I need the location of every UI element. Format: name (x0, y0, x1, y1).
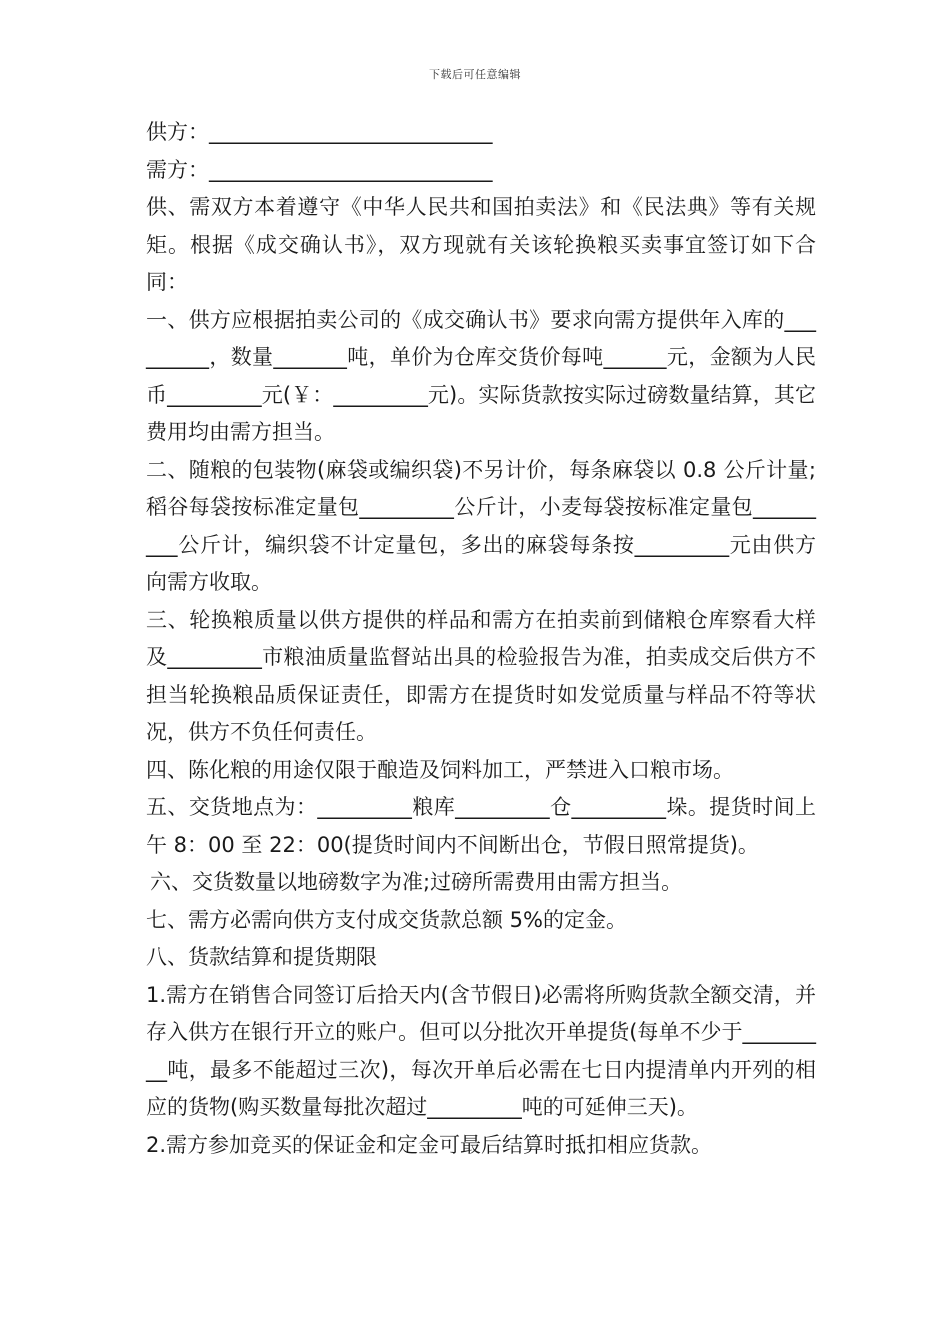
clause-8-item-1: 1.需方在销售合同签订后拾天内(含节假日)必需将所购货款全额交清，并存入供方在银行开立的账户。但可以分批次开单提货(每单不少于_________吨，最多不能超过三次)，每次开单后必需在七日内提清单内开列的相应的货物(购买数量每批次超过_________吨的可延伸三天)。 (146, 982, 816, 1119)
clause-1-paragraph: 一、供方应根据拍卖公司的《成交确认书》要求向需方提供年入库的_________，数量_______吨，单价为仓库交货价每吨______元，金额为人民币_________元(￥：_________元)。实际货款按实际过磅数量结算，其它费用均由需方担当。 (146, 307, 816, 444)
clause-4-paragraph: 四、陈化粮的用途仅限于酿造及饲料加工，严禁进入口粮市场。 (146, 757, 734, 782)
page-header-note: 下载后可任意编辑 (429, 68, 521, 81)
clause-6-paragraph: 六、交货数量以地磅数字为准;过磅所需费用由需方担当。 (150, 870, 683, 894)
buyer-line: 需方：___________________________ (146, 157, 493, 182)
clause-8-heading: 八、货款结算和提货期限 (146, 945, 377, 969)
clause-2-paragraph: 二、随粮的包装物(麻袋或编织袋)不另计价，每条麻袋以 0.8 公斤计量;稻谷每袋按标准定量包_________公斤计，小麦每袋按标准定量包_________公斤计，编织袋不计定量包，多出的麻袋每条按_________元由供方向需方收取。 (146, 457, 816, 594)
clause-3-paragraph: 三、轮换粮质量以供方提供的样品和需方在拍卖前到储粮仓库察看大样及_________市粮油质量监督站出具的检验报告为准，拍卖成交后供方不担当轮换粮品质保证责任，即需方在提货时如发觉质量与样品不符等状况，供方不负任何责任。 (146, 607, 816, 744)
preamble-paragraph: 供、需双方本着遵守《中华人民共和国拍卖法》和《民法典》等有关规矩。根据《成交确认书》，双方现就有关该轮换粮买卖事宜签订如下合同： (146, 195, 816, 294)
clause-7-paragraph: 七、需方必需向供方支付成交货款总额 5%的定金。 (146, 907, 627, 932)
clause-8-item-2: 2.需方参加竞买的保证金和定金可最后结算时抵扣相应货款。 (146, 1132, 713, 1157)
clause-5-paragraph: 五、交货地点为：_________粮库_________仓_________垛。提货时间上午 8：00 至 22：00(提货时间内不间断出仓，节假日照常提货)。 (146, 795, 816, 857)
contract-body (146, 114, 816, 1164)
supplier-line: 供方：___________________________ (146, 120, 493, 144)
